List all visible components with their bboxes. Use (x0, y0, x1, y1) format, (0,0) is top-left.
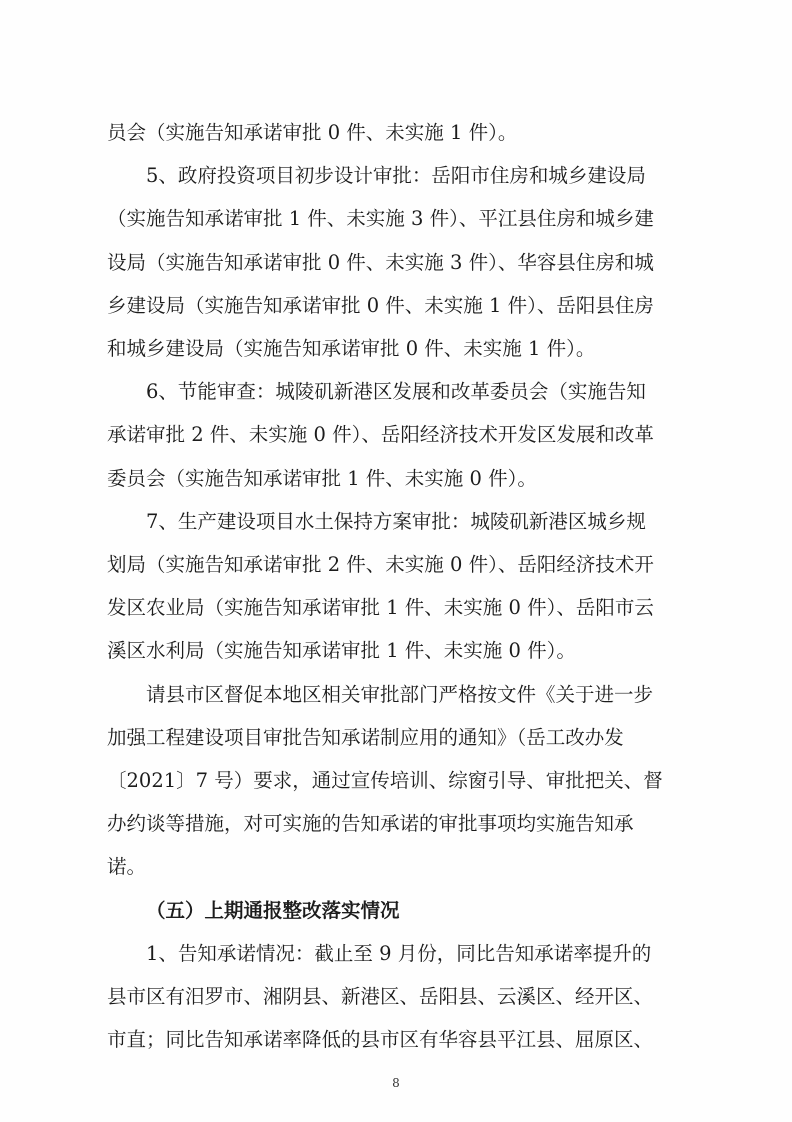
text-line (0, 1020, 792, 1060)
text-line (0, 588, 792, 628)
line-text: 设局（实施告知承诺审批 0 件、未实施 3 件）、华容县住房和城 (107, 250, 654, 274)
text-line (0, 847, 792, 887)
line-text: 委员会（实施告知承诺审批 1 件、未实施 0 件）。 (107, 466, 537, 490)
line-text: 加强工程建设项目审批告知承诺制应用的通知》（岳工改办发 (107, 725, 624, 749)
line-text: 市直；同比告知承诺率降低的县市区有华容县平江县、屈原区、 (107, 1028, 654, 1052)
text-line (0, 545, 792, 585)
line-text: 员会（实施告知承诺审批 0 件、未实施 1 件）。 (107, 121, 518, 144)
line-text: 发区农业局（实施告知承诺审批 1 件、未实施 0 件）、岳阳市云 (107, 596, 654, 620)
line-text: 承诺审批 2 件、未实施 0 件）、岳阳经济技术开发区发展和改革 (107, 423, 654, 447)
text-line (0, 761, 792, 801)
line-text: 办约谈等措施，对可实施的告知承诺的审批事项均实施告知承 (107, 812, 634, 836)
text-line (0, 243, 792, 283)
text-line (0, 156, 792, 196)
line-text: 乡建设局（实施告知承诺审批 0 件、未实施 1 件）、岳阳县住房 (107, 293, 654, 317)
line-text: 7、生产建设项目水土保持方案审批：城陵矶新港区城乡规 (146, 509, 646, 533)
line-text: 1、告知承诺情况：截止至 9 月份，同比告知承诺率提升的 (146, 941, 652, 965)
text-line (0, 459, 792, 499)
text-line (0, 113, 792, 153)
text-line (0, 934, 792, 974)
text-line (0, 804, 792, 844)
line-text: 划局（实施告知承诺审批 2 件、未实施 0 件）、岳阳经济技术开 (107, 553, 654, 576)
line-text: 和城乡建设局（实施告知承诺审批 0 件、未实施 1 件）。 (107, 337, 596, 360)
text-line (0, 631, 792, 671)
text-line (0, 675, 792, 715)
line-text: 〔2021〕7 号）要求，通过宣传培训、综窗引导、审批把关、督 (107, 769, 663, 792)
line-text: 溪区水利局（实施告知承诺审批 1 件、未实施 0 件）。 (107, 639, 576, 663)
line-text: （实施告知承诺审批 1 件、未实施 3 件）、平江县住房和城乡建 (107, 207, 654, 231)
text-line (0, 286, 792, 326)
text-line (0, 502, 792, 542)
line-text: 6、节能审查：城陵矶新港区发展和改革委员会（实施告知 (146, 380, 646, 404)
text-line (0, 977, 792, 1017)
text-line (0, 372, 792, 412)
line-text: 诺。 (107, 855, 147, 879)
text-line (0, 329, 792, 369)
line-text: 请县市区督促本地区相关审批部门严格按文件《关于进一步 (146, 682, 654, 706)
page-number: 8 (392, 1076, 400, 1091)
section-heading-text: （五）上期通报整改落实情况 (146, 898, 400, 922)
line-text: 县市区有汨罗市、湘阴县、新港区、岳阳县、云溪区、经开区、 (107, 985, 654, 1008)
section-heading (0, 891, 792, 931)
line-text: 5、政府投资项目初步设计审批：岳阳市住房和城乡建设局 (146, 164, 646, 188)
text-line (0, 718, 792, 758)
text-line (0, 199, 792, 239)
text-line (0, 415, 792, 455)
